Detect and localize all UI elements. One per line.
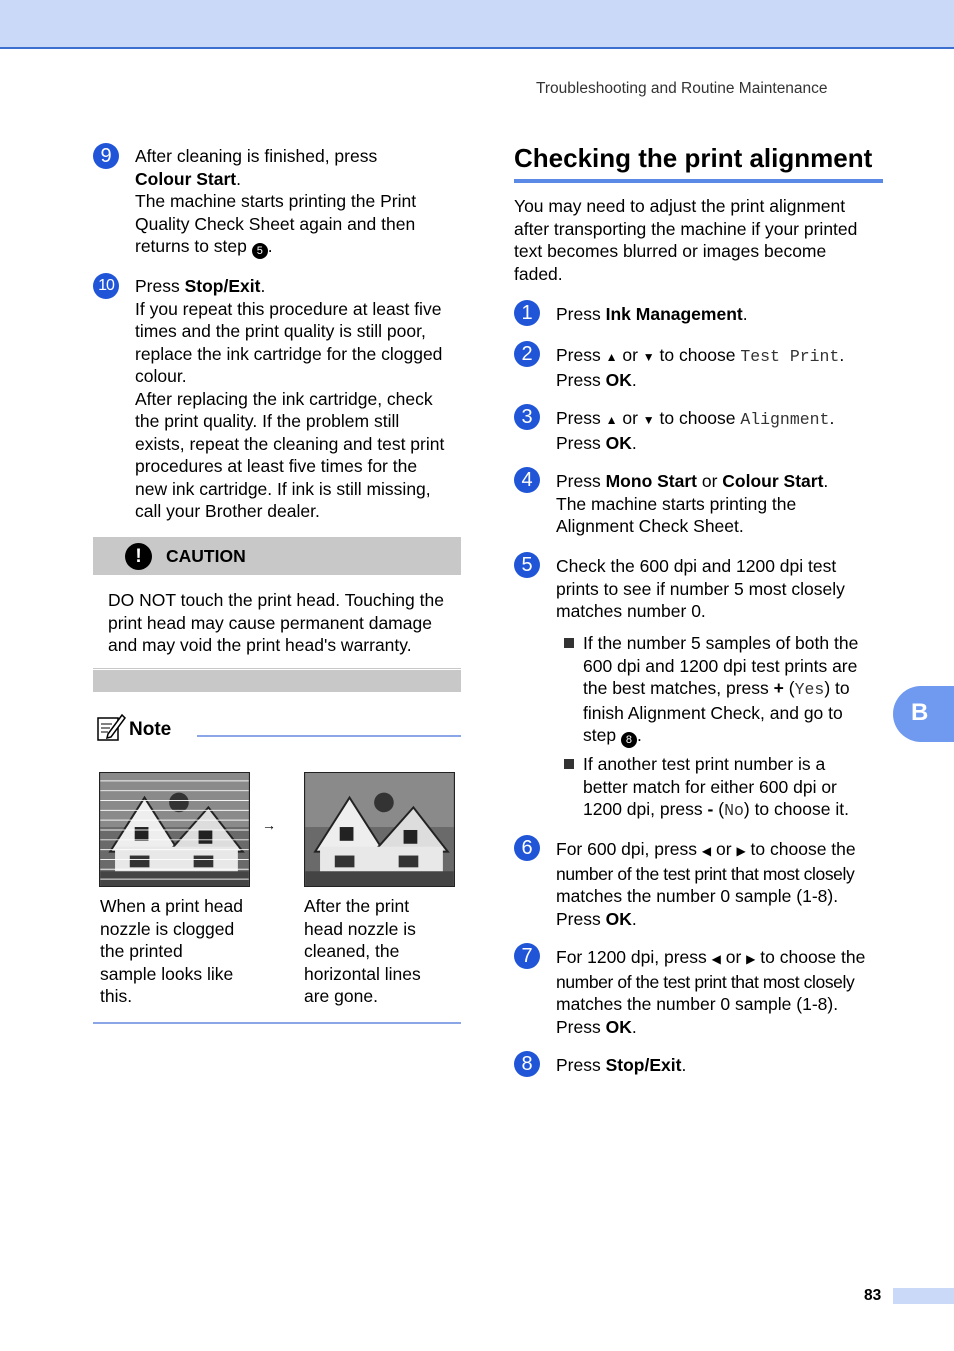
step-text: matches the number 0 sample (1-8). — [556, 886, 839, 906]
step-text: the print quality. If the problem still — [135, 411, 400, 431]
key-name: Ink Management — [605, 304, 743, 324]
bullet-text: step — [583, 725, 617, 745]
step-text: Press — [556, 908, 606, 929]
bullet-text: better match for either 600 dpi or — [583, 776, 837, 797]
step-text: Press — [556, 1016, 606, 1037]
page-number-bar — [893, 1288, 954, 1304]
page-number: 83 — [864, 1287, 882, 1304]
step-text: to choose the — [755, 947, 866, 967]
caution-banner — [93, 537, 461, 575]
step-text: matches number 0. — [556, 601, 706, 621]
left-arrow-icon: ◀ — [701, 844, 712, 858]
bullet-text: finish Alignment Check, and go to — [583, 702, 843, 723]
step-text: returns to step — [135, 236, 247, 256]
intro-line: faded. — [514, 263, 563, 284]
section-heading: Checking the print alignment — [514, 141, 883, 183]
header-band — [0, 0, 954, 49]
step-text: number of the test print that most closely — [556, 863, 855, 884]
up-arrow-icon: ▲ — [605, 350, 618, 364]
key-name: Stop/Exit — [184, 276, 261, 296]
step-text: Quality Check Sheet again and then — [135, 213, 416, 234]
bullet-text: If the number 5 samples of both the — [583, 633, 859, 653]
intro-line: after transporting the machine if your printed — [514, 218, 858, 239]
key-name: OK — [605, 369, 632, 390]
step-number: 6 — [514, 835, 540, 861]
key-name: - — [707, 799, 714, 819]
step-number: 4 — [514, 467, 540, 493]
bullet-text: 1200 dpi, press — [583, 799, 708, 819]
step-text: After replacing the ink cartridge, check — [135, 388, 433, 409]
step-text: to choose the — [745, 839, 856, 859]
step-text: Press — [556, 471, 606, 491]
step-text: Press — [556, 432, 606, 453]
bullet-square — [564, 759, 574, 769]
intro-line: You may need to adjust the print alignment — [514, 196, 846, 216]
step-text: times and the print quality is still poor, — [135, 321, 426, 341]
bullet-text: ) to — [824, 678, 850, 698]
step-text: The machine starts printing the — [556, 493, 797, 514]
step-text: Press — [556, 369, 606, 390]
key-name: Colour Start — [722, 471, 824, 491]
caption-line: cleaned, the — [304, 941, 400, 961]
step-text: The machine starts printing the Print — [135, 191, 417, 211]
step-text: or — [720, 947, 747, 967]
caption-line: this. — [100, 986, 133, 1006]
key-name: Colour Start — [135, 168, 237, 189]
step-text: to choose — [654, 345, 741, 365]
intro-paragraph — [514, 195, 894, 285]
step-text: Check the 600 dpi and 1200 dpi test — [556, 556, 837, 576]
step-text: colour. — [135, 366, 187, 386]
caption-cleaned — [304, 895, 454, 1008]
step-text: Alignment Check Sheet. — [556, 516, 744, 536]
caption-clogged — [100, 895, 260, 1008]
bullet-text: ) to choose it. — [743, 799, 849, 819]
caption-line: horizontal lines — [304, 963, 421, 984]
caution-line: and may void the print head's warranty. — [108, 635, 412, 655]
bullet-text: If another test print number is a — [583, 754, 826, 774]
caution-line: print head may cause permanent damage — [108, 612, 432, 633]
key-name: OK — [605, 1016, 632, 1037]
step-text: or — [617, 345, 643, 365]
step-text: For 600 dpi, press — [556, 839, 702, 859]
step-text: matches the number 0 sample (1-8). — [556, 994, 839, 1014]
bullet-text: 600 dpi and 1200 dpi test prints are — [583, 655, 858, 676]
note-label: Note — [129, 719, 172, 740]
key-name: + — [773, 678, 784, 698]
caption-line: sample looks like — [100, 963, 234, 984]
step-text: exists, repeat the cleaning and test print — [135, 433, 445, 454]
step-number: 5 — [514, 552, 540, 578]
key-name: Mono Start — [605, 471, 697, 491]
caption-line: When a print head — [100, 896, 244, 916]
step-text: or — [697, 471, 723, 491]
step-text: Press — [556, 304, 606, 324]
key-name: OK — [605, 908, 632, 929]
step-number: 7 — [514, 943, 540, 969]
caption-line: head nozzle is — [304, 918, 416, 939]
step-text: call your Brother dealer. — [135, 501, 320, 521]
caution-bottom-bar — [93, 669, 461, 692]
step-number: 9 — [93, 143, 119, 169]
exclamation-icon: ! — [125, 543, 152, 570]
step-reference: 5 — [252, 243, 268, 259]
running-head: Troubleshooting and Routine Maintenance — [536, 80, 828, 97]
caption-line: the printed — [100, 941, 183, 961]
step-number: 10 — [93, 273, 119, 299]
step-text: replace the ink cartridge for the clogged — [135, 343, 443, 364]
clogged-sample-photo — [99, 772, 250, 887]
intro-line: text becomes blurred or images become — [514, 241, 827, 261]
step-number: 3 — [514, 404, 540, 430]
arrow-right-icon: → — [262, 817, 276, 833]
key-name: Stop/Exit — [605, 1055, 682, 1075]
note-rule — [197, 735, 461, 737]
note-pencil-icon — [96, 712, 126, 742]
bullet-square — [564, 638, 574, 648]
lcd-text: Test Print — [740, 347, 840, 366]
step-reference: 8 — [621, 732, 637, 748]
down-arrow-icon: ▼ — [642, 413, 655, 427]
step-text: to choose — [654, 408, 741, 428]
lcd-text: No — [724, 801, 744, 820]
left-arrow-icon: ◀ — [711, 952, 721, 966]
caution-text — [108, 589, 460, 657]
key-name: OK — [605, 432, 632, 453]
caution-label: CAUTION — [166, 546, 246, 566]
lcd-text: Alignment — [740, 410, 830, 429]
step-text: If you repeat this procedure at least five — [135, 298, 442, 319]
step-text: or — [617, 408, 643, 428]
lcd-text: Yes — [794, 680, 825, 699]
step-text: For 1200 dpi, press — [556, 947, 712, 967]
down-arrow-icon: ▼ — [642, 350, 655, 364]
step-text: Press — [556, 345, 606, 365]
right-arrow-icon: ▶ — [736, 844, 746, 858]
up-arrow-icon: ▲ — [605, 413, 618, 427]
step-text: or — [711, 839, 737, 859]
step-text: new ink cartridge. If ink is still missing, — [135, 478, 431, 499]
note-bottom-rule — [93, 1022, 461, 1024]
step-text: procedures at least five times for the — [135, 456, 418, 476]
cleaned-sample-photo — [304, 772, 455, 887]
step-number: 1 — [514, 300, 540, 326]
step-text: Press — [135, 276, 185, 296]
step-text: number of the test print that most closely — [556, 971, 855, 992]
caption-line: After the print — [304, 896, 410, 916]
bullet-text: the best matches, press — [583, 678, 774, 698]
step-number: 2 — [514, 341, 540, 367]
caution-line: DO NOT touch the print head. Touching the — [108, 590, 444, 610]
caption-line: nozzle is clogged — [100, 918, 235, 939]
step-number: 8 — [514, 1051, 540, 1077]
chapter-tab — [893, 686, 954, 742]
right-arrow-icon: ▶ — [746, 952, 756, 966]
caption-line: are gone. — [304, 986, 378, 1006]
step-text: Press — [556, 408, 606, 428]
step-text: Press — [556, 1055, 606, 1075]
step-text: prints to see if number 5 most closely — [556, 578, 845, 599]
step-text: After cleaning is finished, press — [135, 146, 378, 166]
chapter-letter: B — [911, 699, 929, 726]
